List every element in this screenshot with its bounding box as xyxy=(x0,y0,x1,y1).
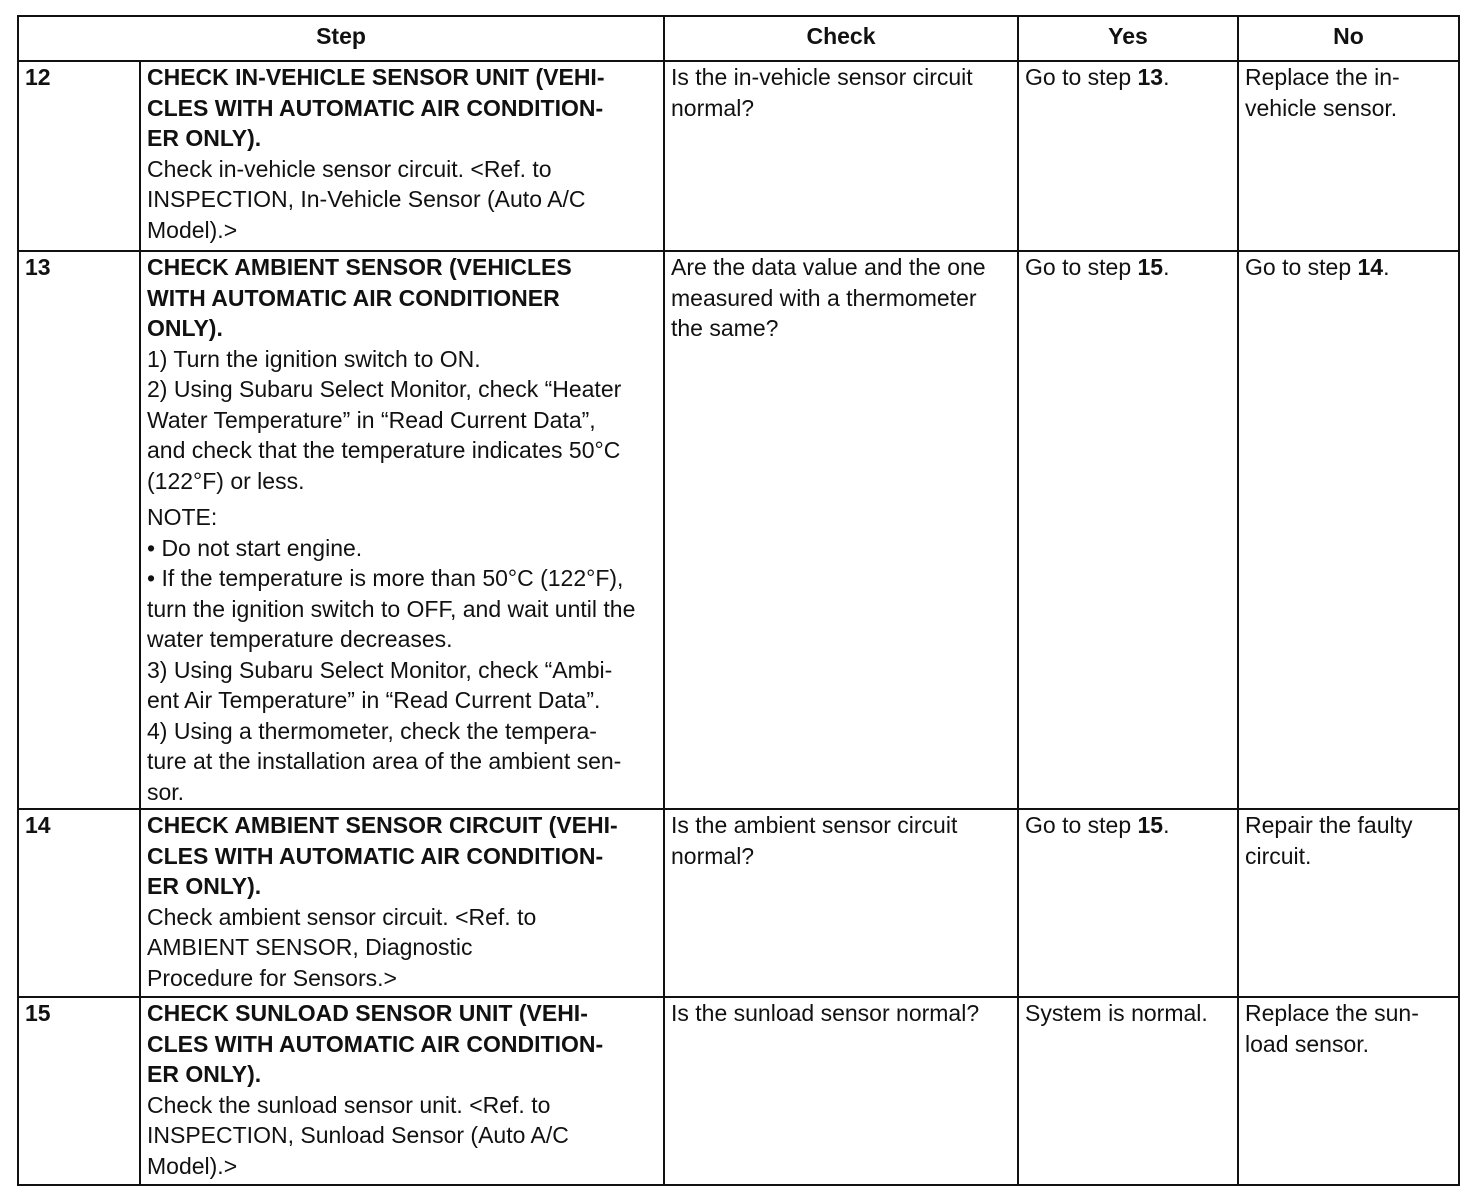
step-body-line: 2) Using Subaru Select Monitor, check “Heater xyxy=(147,376,622,402)
check-cell xyxy=(664,809,1018,997)
no-line: vehicle sensor. xyxy=(1245,94,1398,121)
yes-prefix: Go to step xyxy=(1025,64,1138,90)
step-body-line: Model).> xyxy=(147,1152,238,1179)
header-yes: Yes xyxy=(1018,16,1238,61)
step-description xyxy=(140,61,664,251)
step-body-line: Check ambient sensor circuit. <Ref. to xyxy=(147,903,537,930)
step-body-line: 1) Turn the ignition switch to ON. xyxy=(147,345,481,372)
no-line: Repair the faulty xyxy=(1245,812,1413,838)
table-row xyxy=(18,61,1459,251)
step-body-line: Check in-vehicle sensor circuit. <Ref. to xyxy=(147,155,552,182)
no-line: load sensor. xyxy=(1245,1030,1370,1057)
table-row xyxy=(18,251,1459,809)
step-body-line: Model).> xyxy=(147,216,238,243)
no-prefix: Go to step xyxy=(1245,254,1358,280)
yes-prefix: Go to step xyxy=(1025,812,1138,838)
step-title-line: CHECK IN-VEHICLE SENSOR UNIT (VEHI- xyxy=(147,64,605,90)
no-cell xyxy=(1238,809,1459,997)
step-description xyxy=(140,251,664,809)
check-line: Is the in-vehicle sensor circuit xyxy=(671,64,973,90)
no-line: Replace the sun- xyxy=(1245,1000,1419,1026)
yes-cell xyxy=(1018,61,1238,251)
yes-suffix: . xyxy=(1163,64,1170,90)
check-cell xyxy=(664,251,1018,809)
check-cell xyxy=(664,61,1018,251)
yes-step-ref: 15 xyxy=(1137,812,1164,838)
header-check: Check xyxy=(664,16,1018,61)
step-title-line: CLES WITH AUTOMATIC AIR CONDITION- xyxy=(147,842,604,869)
no-cell xyxy=(1238,61,1459,251)
yes-prefix: Go to step xyxy=(1025,254,1138,280)
step-body-line: INSPECTION, In-Vehicle Sensor (Auto A/C xyxy=(147,186,586,212)
step-body-line: (122°F) or less. xyxy=(147,467,305,494)
note-line: • Do not start engine. xyxy=(147,534,363,561)
no-line: circuit. xyxy=(1245,842,1312,869)
note-line: ture at the installation area of the ambient sen- xyxy=(147,748,622,774)
step-number: 14 xyxy=(18,809,140,997)
note-line: 3) Using Subaru Select Monitor, check “Ambi- xyxy=(147,656,613,683)
diagnostic-table xyxy=(17,15,1460,1186)
table-row xyxy=(18,809,1459,997)
check-line: Is the ambient sensor circuit xyxy=(671,812,958,838)
yes-suffix: . xyxy=(1163,254,1170,280)
step-title-line: CLES WITH AUTOMATIC AIR CONDITION- xyxy=(147,94,604,121)
yes-cell: System is normal. xyxy=(1018,997,1238,1185)
yes-step-ref: 15 xyxy=(1137,254,1164,280)
step-description xyxy=(140,997,664,1185)
step-title-line: ONLY). xyxy=(147,315,223,341)
check-line: normal? xyxy=(671,94,755,121)
check-cell xyxy=(664,997,1018,1185)
step-title-line: CHECK AMBIENT SENSOR CIRCUIT (VEHI- xyxy=(147,812,618,838)
note-line: • If the temperature is more than 50°C (122°F), xyxy=(147,565,624,591)
note-line: turn the ignition switch to OFF, and wait until the xyxy=(147,595,636,622)
check-line: normal? xyxy=(671,842,755,869)
step-description xyxy=(140,809,664,997)
no-line: Replace the in- xyxy=(1245,64,1400,90)
step-title-line: CLES WITH AUTOMATIC AIR CONDITION- xyxy=(147,1030,604,1057)
yes-cell xyxy=(1018,809,1238,997)
table-row xyxy=(18,997,1459,1185)
header-step: Step xyxy=(18,16,664,61)
step-number: 13 xyxy=(18,251,140,809)
step-number: 15 xyxy=(18,997,140,1185)
step-body-line: Water Temperature” in “Read Current Data”, xyxy=(147,406,596,433)
note-line: sor. xyxy=(147,778,185,805)
note-line: ent Air Temperature” in “Read Current Data”. xyxy=(147,687,601,713)
check-line: Are the data value and the one xyxy=(671,254,986,280)
note-line: water temperature decreases. xyxy=(147,626,453,652)
step-number: 12 xyxy=(18,61,140,251)
header-no: No xyxy=(1238,16,1459,61)
note-label: NOTE: xyxy=(147,504,218,530)
check-line: the same? xyxy=(671,315,779,341)
check-line: Is the sunload sensor normal? xyxy=(671,1000,980,1026)
step-body-line: INSPECTION, Sunload Sensor (Auto A/C xyxy=(147,1122,569,1148)
step-body-line: Check the sunload sensor unit. <Ref. to xyxy=(147,1091,551,1118)
yes-suffix: . xyxy=(1163,812,1170,838)
no-cell xyxy=(1238,251,1459,809)
header-row xyxy=(18,16,1459,61)
step-body-line: AMBIENT SENSOR, Diagnostic xyxy=(147,934,473,960)
no-suffix: . xyxy=(1383,254,1390,280)
step-title-line: ER ONLY). xyxy=(147,873,262,899)
yes-cell xyxy=(1018,251,1238,809)
step-body-line: and check that the temperature indicates 50°C xyxy=(147,437,621,463)
step-body-line: Procedure for Sensors.> xyxy=(147,964,397,991)
step-title-line: CHECK SUNLOAD SENSOR UNIT (VEHI- xyxy=(147,1000,588,1026)
step-title-line: WITH AUTOMATIC AIR CONDITIONER xyxy=(147,284,560,311)
note-line: 4) Using a thermometer, check the tempera- xyxy=(147,717,597,744)
step-title-line: ER ONLY). xyxy=(147,1061,262,1087)
no-cell xyxy=(1238,997,1459,1185)
yes-step-ref: 13 xyxy=(1137,64,1164,90)
step-title-line: CHECK AMBIENT SENSOR (VEHICLES xyxy=(147,254,572,280)
check-line: measured with a thermometer xyxy=(671,284,977,311)
no-step-ref: 14 xyxy=(1357,254,1384,280)
step-title-line: ER ONLY). xyxy=(147,125,262,151)
